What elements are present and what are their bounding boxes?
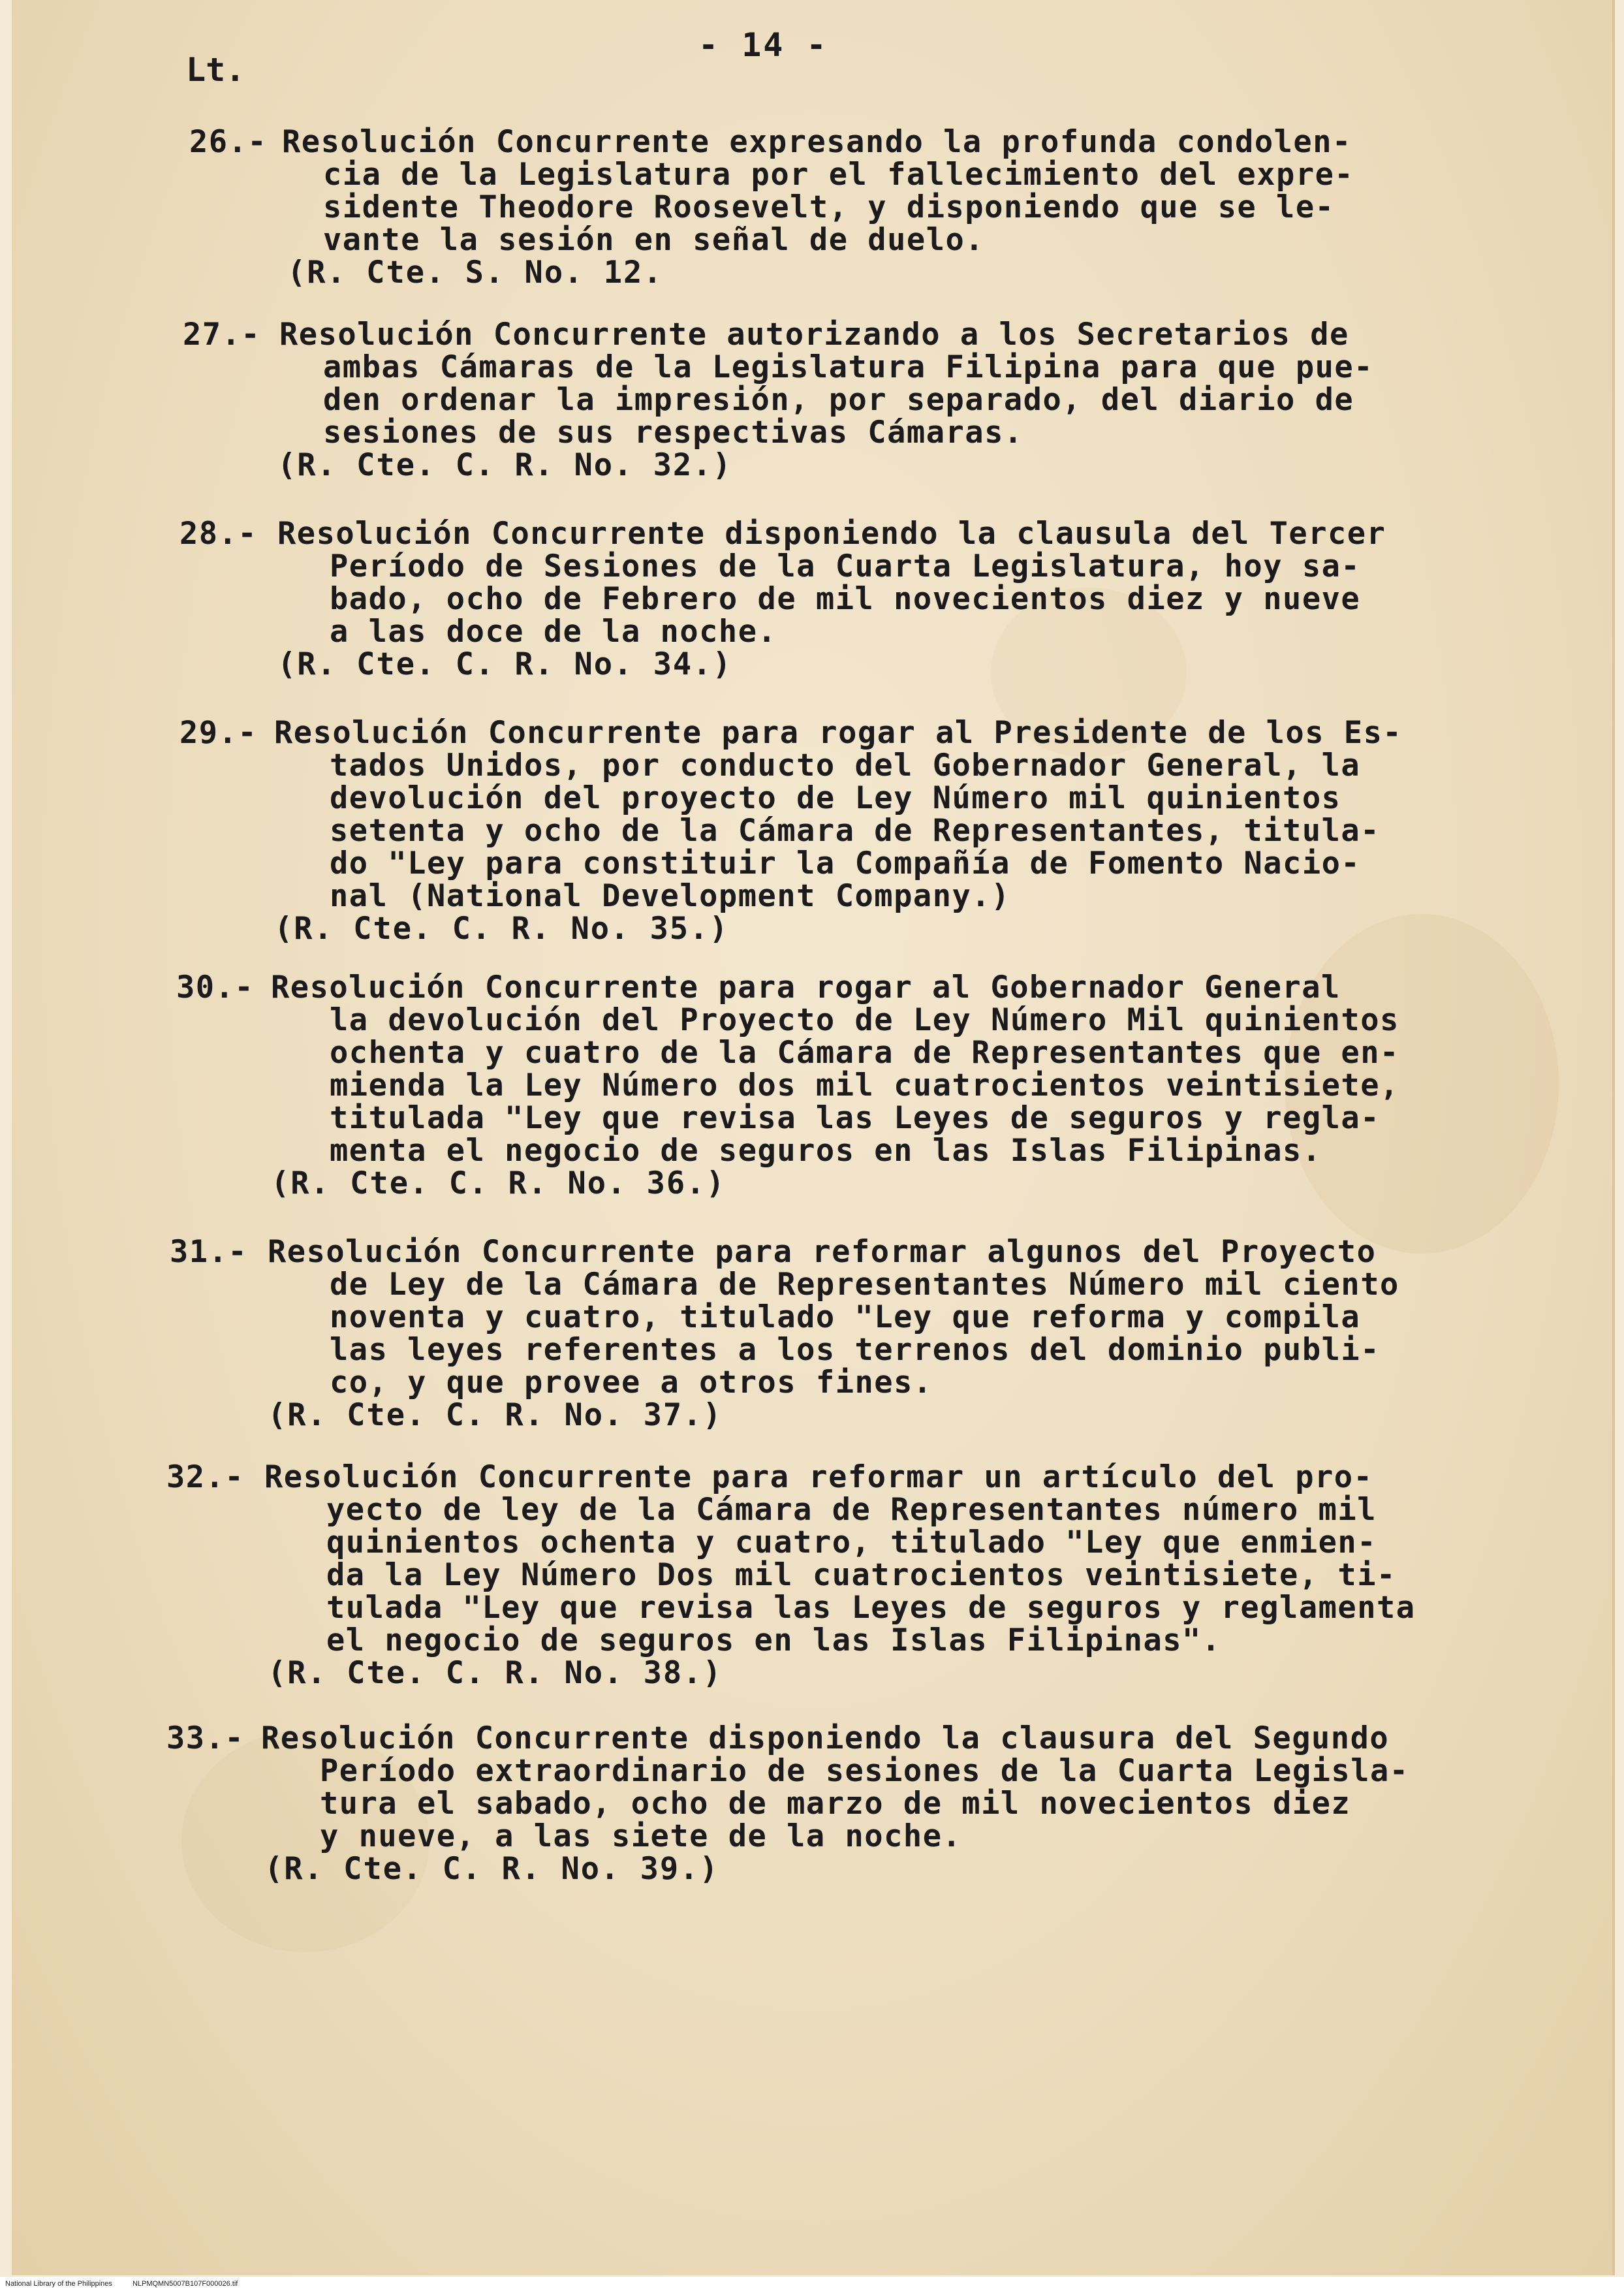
entry-line: Resolución Concurrente autorizando a los Secretarios de [279, 317, 1349, 353]
entry-number: 29.- [180, 715, 258, 751]
scan-footer [0, 2277, 1624, 2291]
entry-reference: (R. Cte. C. R. No. 39.) [264, 1851, 719, 1887]
entry-line: Resolución Concurrente disponiendo la clausura del Segundo [261, 1720, 1390, 1756]
entry-line: den ordenar la impresión, por separado, del diario de [323, 382, 1354, 418]
entry-line: tados Unidos, por conducto del Gobernador General, la [330, 748, 1361, 783]
entry-line: y nueve, a las siete de la noche. [320, 1818, 962, 1854]
entry-line: Resolución Concurrente para reformar algunos del Proyecto [268, 1234, 1377, 1270]
entry-line: vante la sesión en señal de duelo. [323, 222, 985, 258]
entry-line: de Ley de la Cámara de Representantes Número mil ciento [330, 1267, 1399, 1303]
entry-number: 32.- [166, 1459, 245, 1495]
entry-line: da la Ley Número Dos mil cuatrocientos veintisiete, ti- [326, 1557, 1396, 1593]
entry-line: devolución del proyecto de Ley Número mil quinientos [330, 780, 1341, 816]
entry-line: yecto de ley de la Cámara de Representantes número mil [326, 1492, 1377, 1528]
entry-line: Resolución Concurrente disponiendo la clausula del Tercer [277, 516, 1386, 552]
entry-line: noventa y cuatro, titulado "Ley que reforma y compila [330, 1299, 1361, 1335]
entry-reference: (R. Cte. S. No. 12. [287, 255, 663, 291]
entry-line: do "Ley para constituir la Compañía de Fomento Nacio- [330, 845, 1361, 881]
entry-line: ochenta y cuatro de la Cámara de Representantes que en- [330, 1035, 1399, 1071]
entry-line: sidente Theodore Roosevelt, y disponiendo que se le- [323, 189, 1335, 225]
entry-reference: (R. Cte. C. R. No. 38.) [268, 1655, 723, 1691]
entry-line: mienda la Ley Número dos mil cuatrocientos veintisiete, [330, 1067, 1399, 1103]
entry-line: co, y que provee a otros fines. [330, 1365, 933, 1400]
entry-line: setenta y ocho de la Cámara de Representantes, titula- [330, 813, 1381, 849]
entry-line: las leyes referentes a los terrenos del dominio publi- [330, 1332, 1381, 1368]
page-number: - 14 - [698, 26, 828, 64]
entry-line: ambas Cámaras de la Legislatura Filipina para que pue- [323, 349, 1374, 385]
entry-number: 28.- [180, 516, 258, 552]
entry-line: bado, ocho de Febrero de mil novecientos diez y nueve [330, 581, 1361, 617]
file-name: NLPMQMN5007B107F000026.tif [132, 2280, 238, 2288]
entry-line: Período extraordinario de sesiones de la Cuarta Legisla- [320, 1753, 1409, 1789]
entry-line: el negocio de seguros en las Islas Filipinas". [326, 1622, 1221, 1658]
entry-line: Resolución Concurrente para rogar al Gobernador General [271, 970, 1341, 1005]
entry-number: 26.- [189, 124, 268, 160]
entry-number: 30.- [176, 970, 255, 1005]
entry-number: 33.- [166, 1720, 245, 1756]
entry-number: 31.- [170, 1234, 248, 1270]
entry-number: 27.- [183, 317, 261, 353]
entry-line: a las doce de la noche. [330, 614, 777, 650]
typist-initials: Lt. [186, 51, 245, 89]
entry-line: cia de la Legislatura por el fallecimiento del expre- [323, 157, 1354, 193]
entry-line: nal (National Development Company.) [330, 878, 1010, 914]
entry-line: Resolución Concurrente para rogar al Presidente de los Es- [274, 715, 1403, 751]
entry-reference: (R. Cte. C. R. No. 32.) [277, 447, 732, 483]
entry-line: Resolución Concurrente para reformar un artículo del pro- [264, 1459, 1373, 1495]
entry-line: menta el negocio de seguros en las Islas Filipinas. [330, 1133, 1322, 1169]
library-credit: National Library of the Philippines [5, 2280, 112, 2288]
entry-line: tulada "Ley que revisa las Leyes de seguros y reglamenta [326, 1590, 1416, 1626]
entry-line: tura el sabado, ocho de marzo de mil novecientos diez [320, 1786, 1351, 1822]
entry-line: titulada "Ley que revisa las Leyes de seguros y regla- [330, 1100, 1381, 1136]
entry-line: la devolución del Proyecto de Ley Número Mil quinientos [330, 1002, 1399, 1038]
entry-reference: (R. Cte. C. R. No. 35.) [274, 911, 729, 947]
entry-line: quinientos ochenta y cuatro, titulado "Ley que enmien- [326, 1525, 1377, 1560]
entry-reference: (R. Cte. C. R. No. 37.) [268, 1397, 723, 1433]
entry-line: sesiones de sus respectivas Cámaras. [323, 415, 1023, 450]
entry-line: Período de Sesiones de la Cuarta Legislatura, hoy sa- [330, 548, 1361, 584]
entry-reference: (R. Cte. C. R. No. 34.) [277, 646, 732, 682]
entry-reference: (R. Cte. C. R. No. 36.) [271, 1165, 726, 1201]
entry-line: Resolución Concurrente expresando la profunda condolen- [282, 124, 1352, 160]
